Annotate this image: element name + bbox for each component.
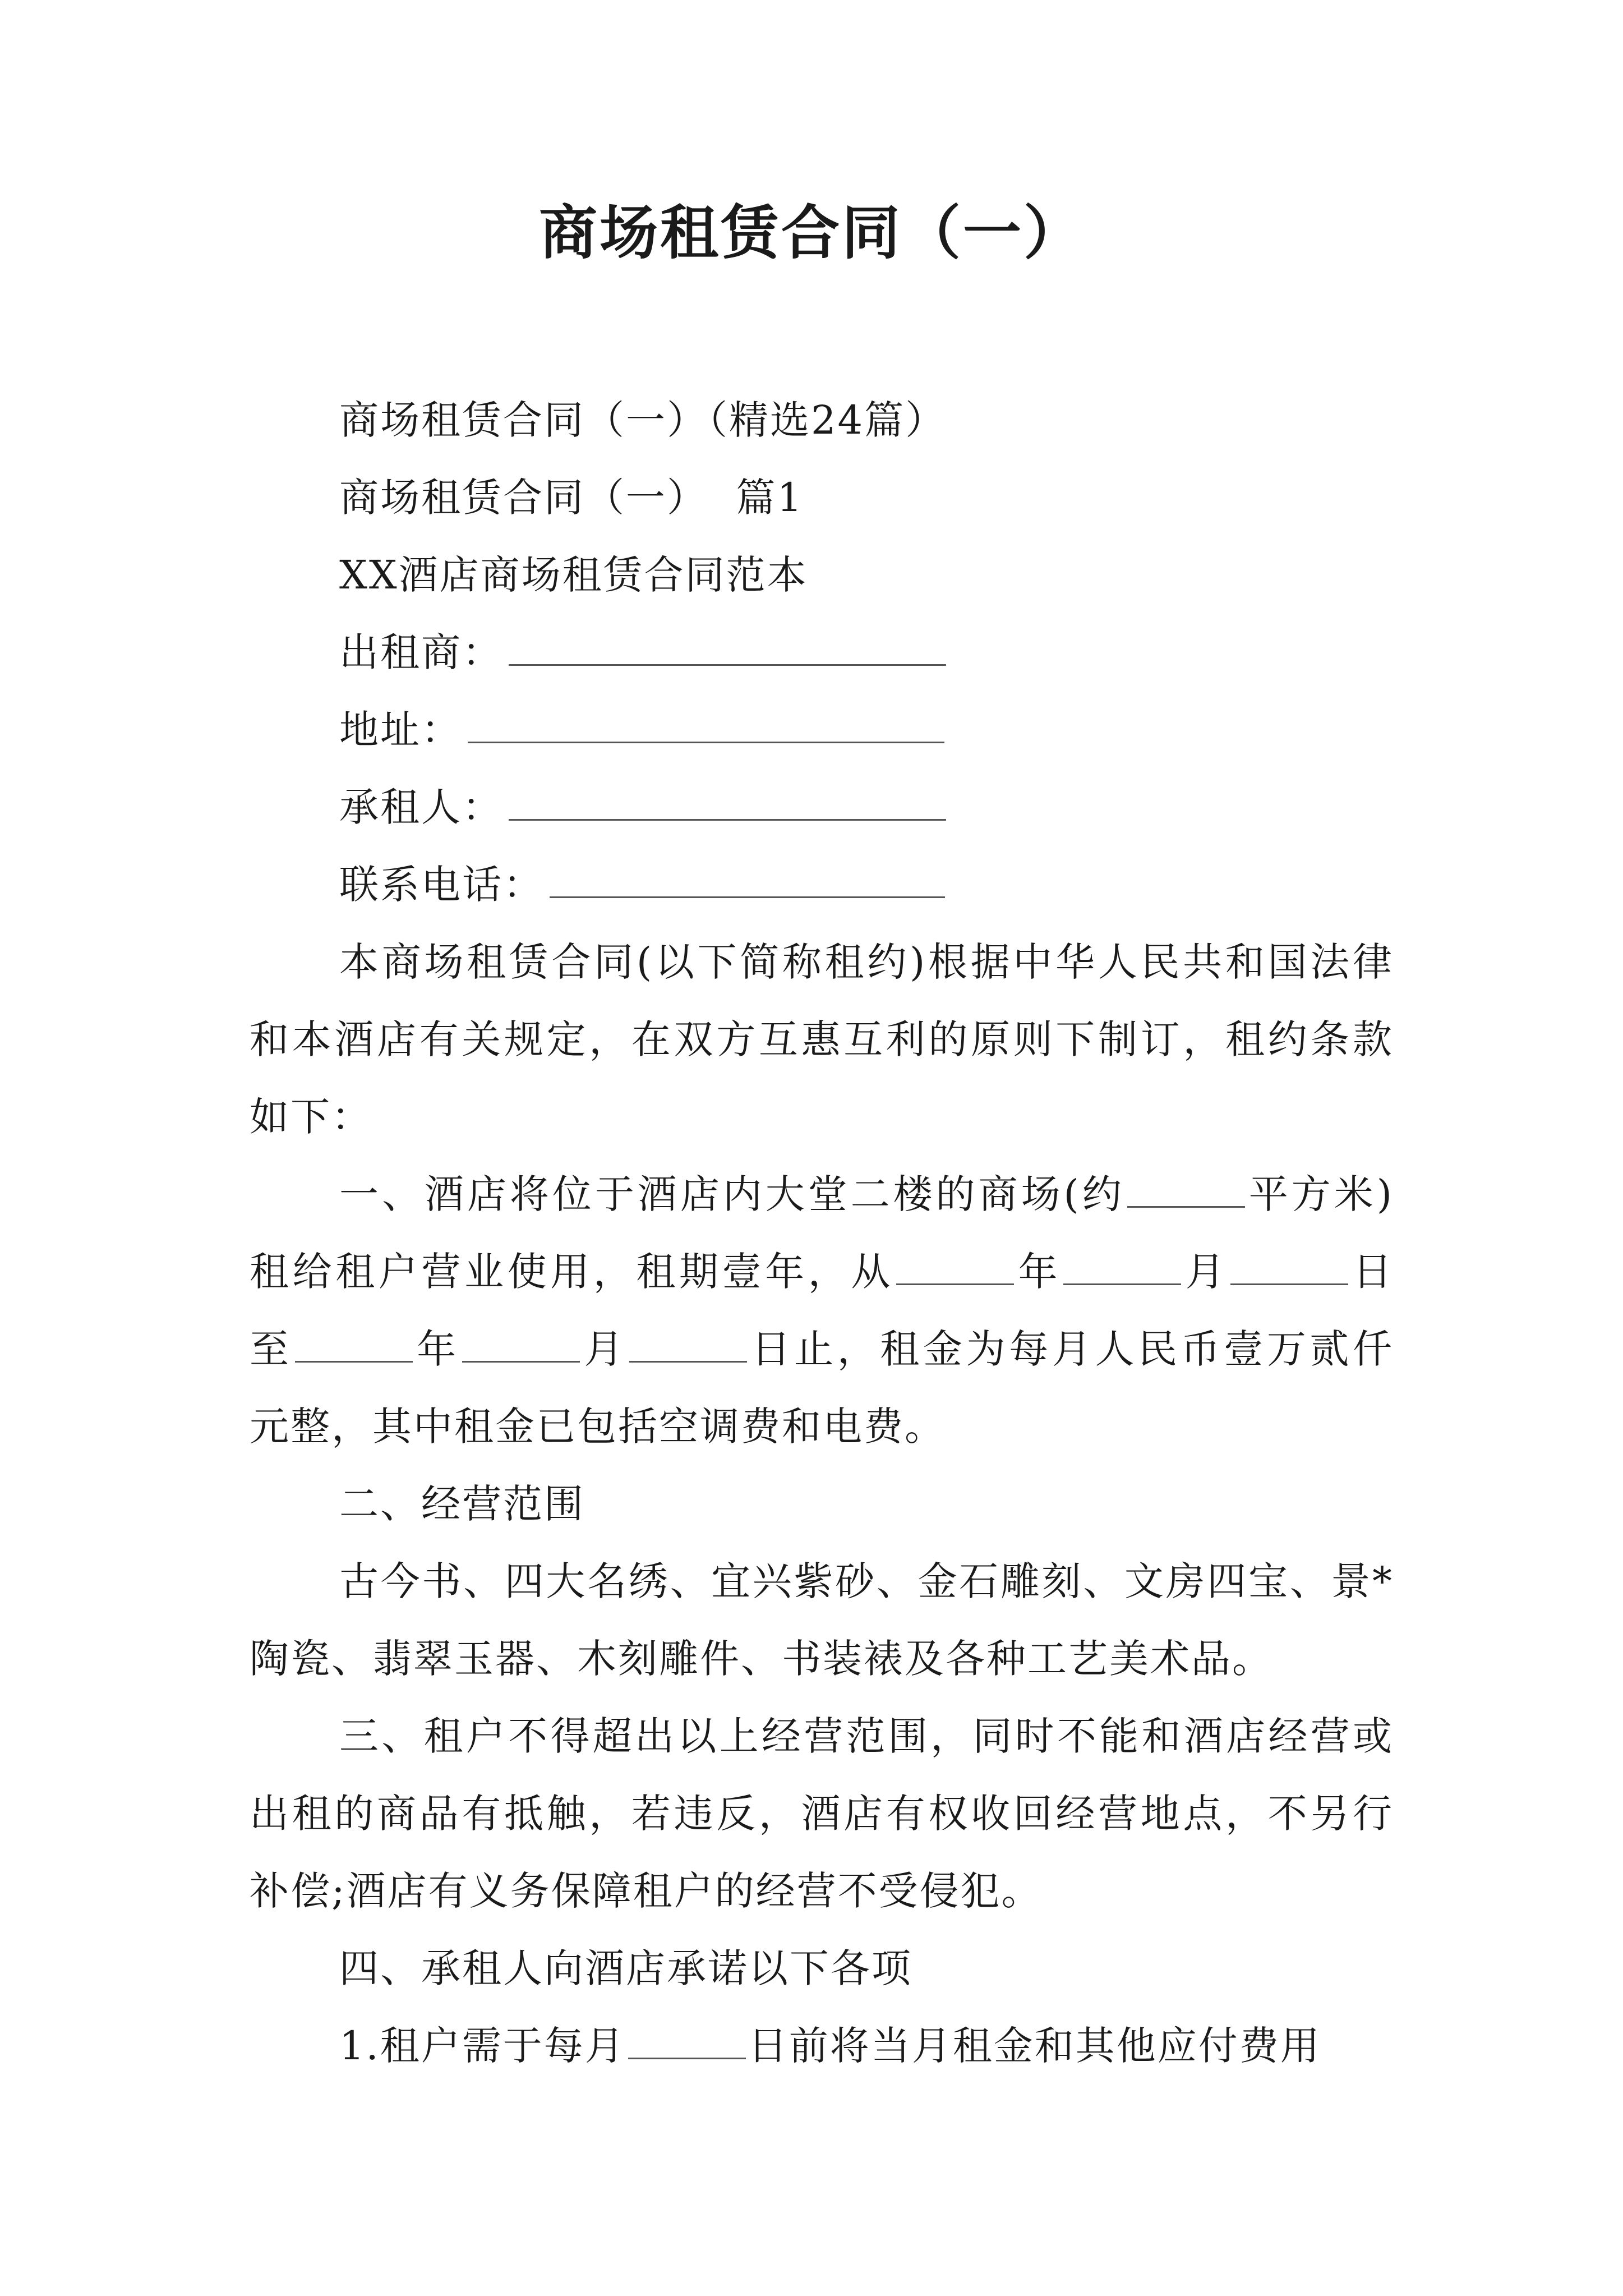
clause-1-part-1: 一、酒店将位于酒店内大堂二楼的商场(约 <box>339 1171 1125 1217</box>
clause-2-heading: 二、经营范围 <box>339 1481 585 1527</box>
start-month-blank <box>1063 1251 1181 1285</box>
area-blank <box>1127 1174 1245 1208</box>
document-title: 商场租赁合同（一） <box>538 198 1084 267</box>
document-body <box>250 381 1394 2085</box>
lessee-field <box>250 769 1394 846</box>
month-label-2: 月 <box>582 1326 628 1372</box>
clause-1 <box>250 1156 1394 1465</box>
clause-4-item-1-part-2: 日前将当月租金和其他应付费用 <box>748 2023 1321 2069</box>
end-year-blank <box>295 1328 413 1363</box>
clause-2-body: 古今书、四大名绣、宜兴紫砂、金石雕刻、文房四宝、景*陶瓷、翡翠玉器、木刻雕件、书装裱及各种工艺美术品。 <box>250 1558 1394 1682</box>
month-label: 月 <box>1183 1249 1229 1295</box>
lessor-blank <box>509 629 946 666</box>
year-label: 年 <box>1016 1249 1062 1295</box>
start-year-blank <box>896 1251 1014 1285</box>
address-blank <box>468 707 944 743</box>
template-name: XX酒店商场租赁合同范本 <box>339 552 808 598</box>
year-label-2: 年 <box>414 1326 460 1372</box>
clause-4-heading: 四、承租人向酒店承诺以下各项 <box>339 1945 912 1991</box>
clause-4-item-1 <box>250 2007 1394 2085</box>
clause-1-part-4: 日止，租金为每月人民币壹万贰仟元整，其中租金已包括空调费和电费。 <box>250 1326 1394 1450</box>
section-heading: 商场租赁合同（一） 篇1 <box>339 475 804 521</box>
lessor-field <box>250 614 1394 691</box>
phone-blank <box>550 862 945 898</box>
end-day-blank <box>629 1328 747 1363</box>
phone-label: 联系电话： <box>339 862 544 908</box>
clause-1-part-3: 日至 <box>250 1249 1394 1372</box>
phone-field <box>250 846 1394 923</box>
clause-1-part-2: 平方米)租给租户营业使用，租期壹年，从 <box>250 1171 1394 1295</box>
payment-day-blank <box>628 2025 746 2059</box>
clause-3: 三、租户不得超出以上经营范围，同时不能和酒店经营或出租的商品有抵触，若违反，酒店有权收回经营地点，不另行补偿;酒店有义务保障租户的经营不受侵犯。 <box>250 1713 1394 1914</box>
lessor-label: 出租商： <box>339 629 503 675</box>
lessee-blank <box>509 784 946 821</box>
clause-4-item-1-part-1: 1.租户需于每月 <box>339 2023 626 2069</box>
subtitle: 商场租赁合同（一）（精选24篇） <box>339 397 947 443</box>
address-label: 地址： <box>339 707 462 753</box>
address-field <box>250 691 1394 769</box>
start-day-blank <box>1230 1251 1348 1285</box>
intro-paragraph: 本商场租赁合同(以下简称租约)根据中华人民共和国法律和本酒店有关规定，在双方互惠互利的原则下制订，租约条款如下： <box>250 939 1394 1140</box>
lessee-label: 承租人： <box>339 784 503 830</box>
end-month-blank <box>462 1328 580 1363</box>
